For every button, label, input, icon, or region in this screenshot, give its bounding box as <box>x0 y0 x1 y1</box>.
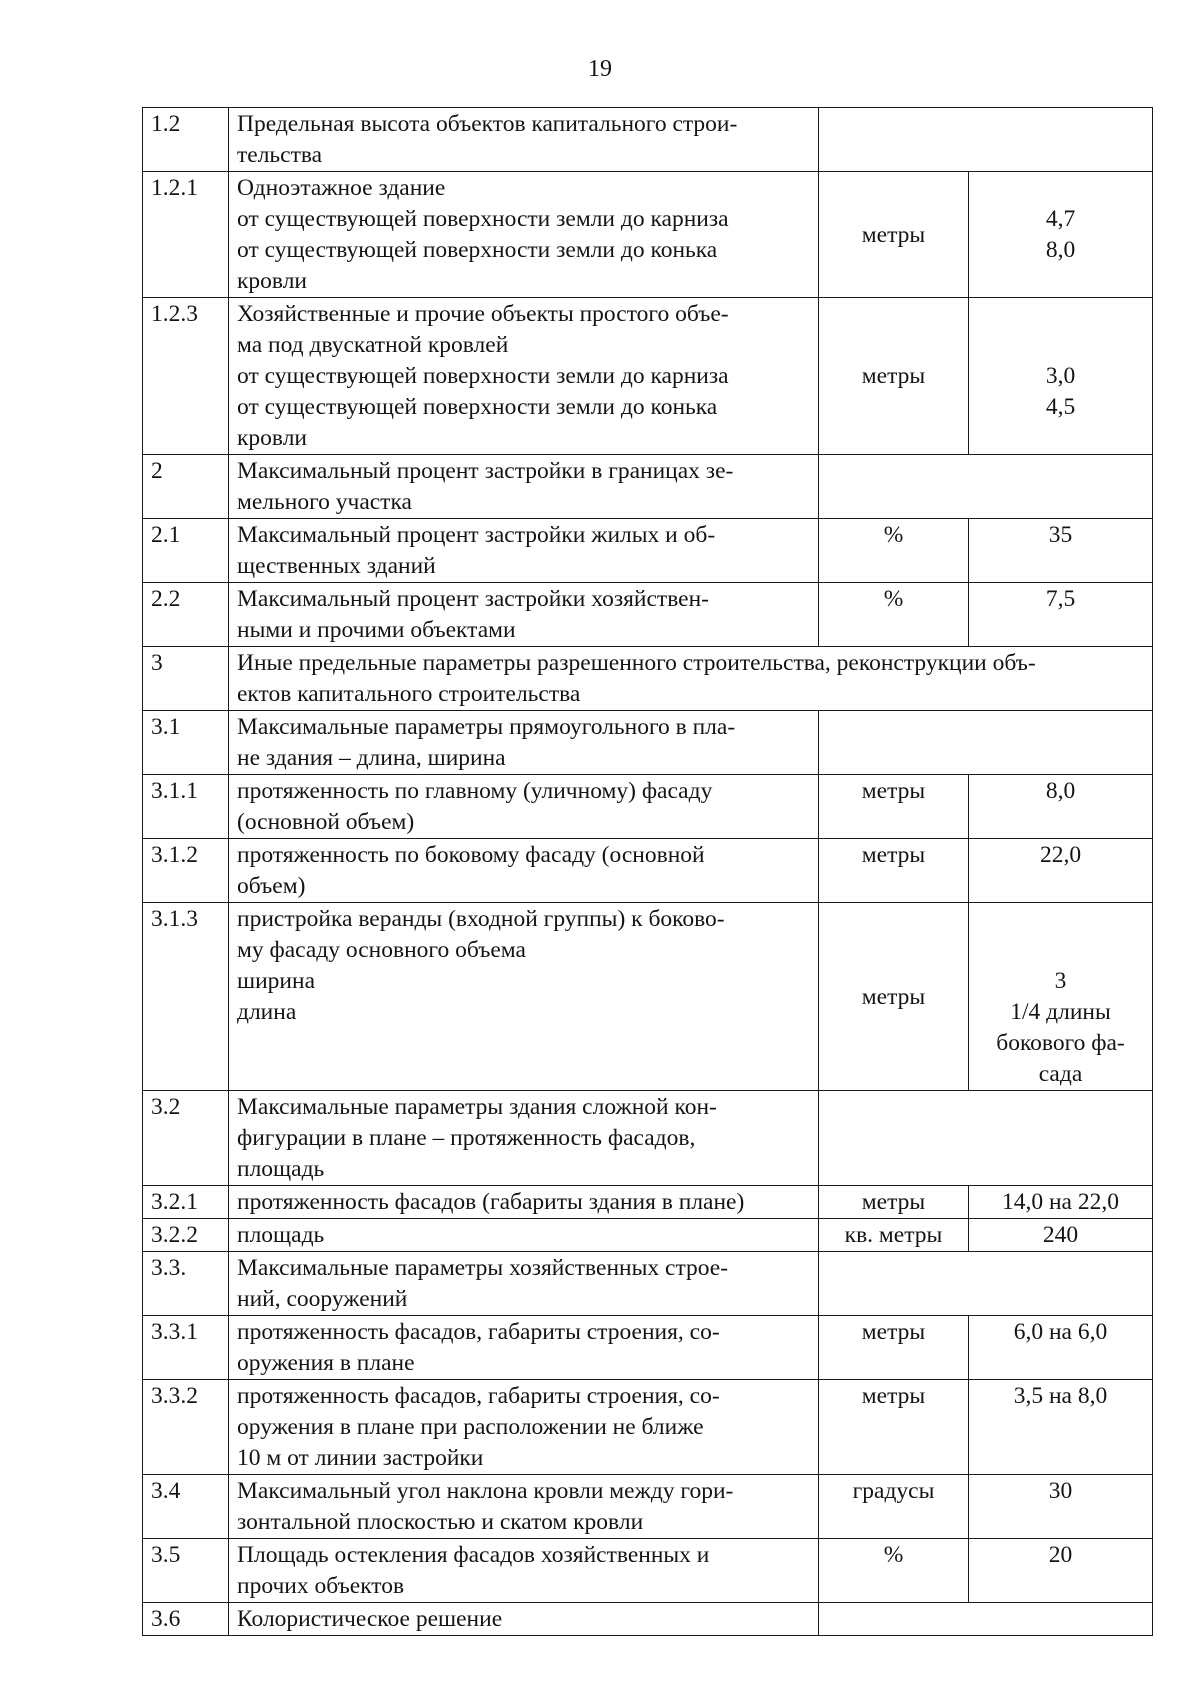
value-cell: 6,0 на 6,0 <box>969 1316 1153 1380</box>
table-row <box>143 1380 1153 1475</box>
row-number: 3.6 <box>143 1603 229 1636</box>
empty-value-cell <box>819 108 1153 172</box>
value-cell: 22,0 <box>969 839 1153 903</box>
table-row <box>143 1475 1153 1539</box>
value-cell: 3 1/4 длины бокового фа- сада <box>969 903 1153 1091</box>
parameter-name: пристройка веранды (входной группы) к боково- му фасаду основного объема ширина длина <box>229 903 819 1091</box>
row-number: 3.1 <box>143 711 229 775</box>
unit-cell: метры <box>819 1316 969 1380</box>
empty-value-cell <box>819 711 1153 775</box>
table-row <box>143 839 1153 903</box>
value-cell: 30 <box>969 1475 1153 1539</box>
row-number: 3.3.1 <box>143 1316 229 1380</box>
table-row <box>143 519 1153 583</box>
row-number: 3.2.2 <box>143 1219 229 1252</box>
row-number: 3.4 <box>143 1475 229 1539</box>
row-number: 1.2.1 <box>143 172 229 298</box>
unit-cell: метры <box>819 775 969 839</box>
table-row <box>143 108 1153 172</box>
unit-cell: метры <box>819 172 969 298</box>
parameter-name: протяженность фасадов, габариты строения, со- оружения в плане <box>229 1316 819 1380</box>
table-row <box>143 903 1153 1091</box>
row-number: 3.1.3 <box>143 903 229 1091</box>
unit-cell: метры <box>819 1380 969 1475</box>
value-cell: 4,7 8,0 <box>969 172 1153 298</box>
parameter-name: Максимальные параметры прямоугольного в пла- не здания – длина, ширина <box>229 711 819 775</box>
table-row <box>143 298 1153 455</box>
table-row <box>143 1603 1153 1636</box>
unit-cell: метры <box>819 298 969 455</box>
row-number: 2.2 <box>143 583 229 647</box>
row-number: 3.1.1 <box>143 775 229 839</box>
table-row <box>143 711 1153 775</box>
parameter-name: площадь <box>229 1219 819 1252</box>
table-row <box>143 1252 1153 1316</box>
table-row <box>143 1539 1153 1603</box>
table-row <box>143 1091 1153 1186</box>
value-cell: 240 <box>969 1219 1153 1252</box>
value-cell: 35 <box>969 519 1153 583</box>
unit-cell: % <box>819 519 969 583</box>
unit-cell: метры <box>819 1186 969 1219</box>
table-row <box>143 1316 1153 1380</box>
page-number: 19 <box>588 56 612 82</box>
value-cell: 7,5 <box>969 583 1153 647</box>
value-cell: 14,0 на 22,0 <box>969 1186 1153 1219</box>
parameter-name: протяженность по боковому фасаду (основной объем) <box>229 839 819 903</box>
empty-value-cell <box>819 1603 1153 1636</box>
unit-cell: метры <box>819 839 969 903</box>
unit-cell: % <box>819 1539 969 1603</box>
row-number: 3.2 <box>143 1091 229 1186</box>
parameter-name: Максимальные параметры здания сложной кон- фигурации в плане – протяженность фасадов, площадь <box>229 1091 819 1186</box>
parameter-name: Максимальные параметры хозяйственных строе- ний, сооружений <box>229 1252 819 1316</box>
parameter-name: Хозяйственные и прочие объекты простого объе- ма под двускатной кровлей от существующей поверхности земли до карниза от существующей поверхности земли до конька кровли <box>229 298 819 455</box>
value-cell: 3,5 на 8,0 <box>969 1380 1153 1475</box>
table-row <box>143 647 1153 711</box>
parameter-name: протяженность по главному (уличному) фасаду (основной объем) <box>229 775 819 839</box>
row-number: 3.3.2 <box>143 1380 229 1475</box>
parameter-name: Одноэтажное здание от существующей поверхности земли до карниза от существующей поверхности земли до конька кровли <box>229 172 819 298</box>
parameter-name: протяженность фасадов (габариты здания в плане) <box>229 1186 819 1219</box>
row-number: 2 <box>143 455 229 519</box>
table-row <box>143 455 1153 519</box>
table-row <box>143 1219 1153 1252</box>
table-row <box>143 583 1153 647</box>
row-number: 3.2.1 <box>143 1186 229 1219</box>
value-cell: 20 <box>969 1539 1153 1603</box>
unit-cell: кв. метры <box>819 1219 969 1252</box>
building-parameters-table <box>142 107 1153 1636</box>
table-body <box>143 108 1153 1636</box>
unit-cell: градусы <box>819 1475 969 1539</box>
row-number: 3.3. <box>143 1252 229 1316</box>
row-number: 3 <box>143 647 229 711</box>
parameter-name: Площадь остекления фасадов хозяйственных и прочих объектов <box>229 1539 819 1603</box>
unit-cell: метры <box>819 903 969 1091</box>
row-number: 3.1.2 <box>143 839 229 903</box>
table-row <box>143 775 1153 839</box>
parameter-name: Максимальный процент застройки жилых и об- щественных зданий <box>229 519 819 583</box>
empty-value-cell <box>819 1091 1153 1186</box>
table-row <box>143 1186 1153 1219</box>
parameter-name: Колористическое решение <box>229 1603 819 1636</box>
value-cell: 8,0 <box>969 775 1153 839</box>
empty-value-cell <box>819 1252 1153 1316</box>
parameter-name: Иные предельные параметры разрешенного строительства, реконструкции объ- ектов капитального строительства <box>229 647 1153 711</box>
parameter-name: Максимальный процент застройки хозяйствен- ными и прочими объектами <box>229 583 819 647</box>
parameter-name: протяженность фасадов, габариты строения, со- оружения в плане при расположении не ближе 10 м от линии застройки <box>229 1380 819 1475</box>
unit-cell: % <box>819 583 969 647</box>
row-number: 2.1 <box>143 519 229 583</box>
row-number: 1.2 <box>143 108 229 172</box>
parameter-name: Предельная высота объектов капитального строи- тельства <box>229 108 819 172</box>
row-number: 3.5 <box>143 1539 229 1603</box>
parameter-name: Максимальный угол наклона кровли между гори- зонтальной плоскостью и скатом кровли <box>229 1475 819 1539</box>
table-row <box>143 172 1153 298</box>
row-number: 1.2.3 <box>143 298 229 455</box>
empty-value-cell <box>819 455 1153 519</box>
parameter-name: Максимальный процент застройки в границах зе- мельного участка <box>229 455 819 519</box>
value-cell: 3,0 4,5 <box>969 298 1153 455</box>
